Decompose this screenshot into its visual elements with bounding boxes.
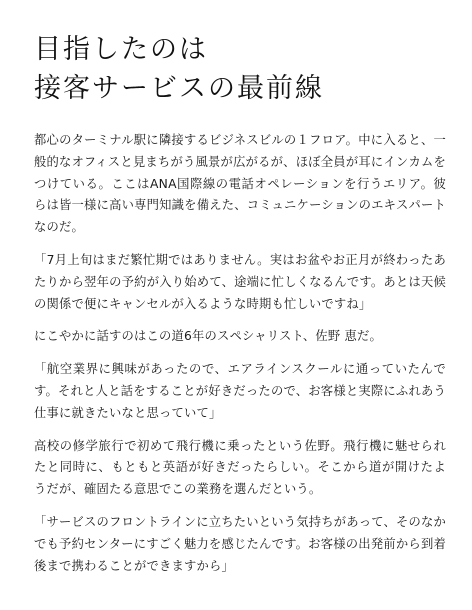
article-quote-busy-season: 「7月上旬はまだ繁忙期ではありません。実はお盆やお正月が終わったあたりから翌年の予約が入り始めて、途端に忙しくなるんです。あとは天候の関係で便にキャンセルが入るような時期も忙しいですね」 [34,252,446,311]
article-paragraph-background: 高校の修学旅行で初めて飛行機に乗ったという佐野。飛行機に魅せられたと同時に、もともと英語が好きだったらしい。そこから道が開けたようだが、確固たる意思でこの業務を選んだという。 [34,438,446,497]
article-title-line-1: 目指したのは [34,34,208,65]
article-quote-airline-interest: 「航空業界に興味があったので、エアラインスクールに通っていたんです。それと人と話をすることが好きだったので、お客様と実際にふれあう仕事に就きたいなと思っていて」 [34,362,446,420]
article-quote-frontline: 「サービスのフロントラインに立ちたいという気持ちがあって、そのなかでも予約センターにすごく魅力を感じたんです。お客様の出発前から到着後まで携わることができますから」 [34,514,446,573]
article-paragraph-intro: 都心のターミナル駅に隣接するビジネスビルの１フロア。中に入ると、一般的なオフィスと見まちがう風景が広がるが、ほぼ全員が耳にインカムをつけている。ここはANA国際線の電話オペレーションを行うエリア。彼らは皆一様に高い専門知識を備えた、コミュニケーションのエキスパートなのだ。 [34,133,446,235]
article-title-line-2: 接客サービスの最前線 [34,73,324,104]
article-title [34,30,446,108]
article [34,30,446,588]
article-paragraph-speaker: にこやかに話すのはこの道6年のスペシャリスト、佐野 恵だ。 [34,329,382,344]
